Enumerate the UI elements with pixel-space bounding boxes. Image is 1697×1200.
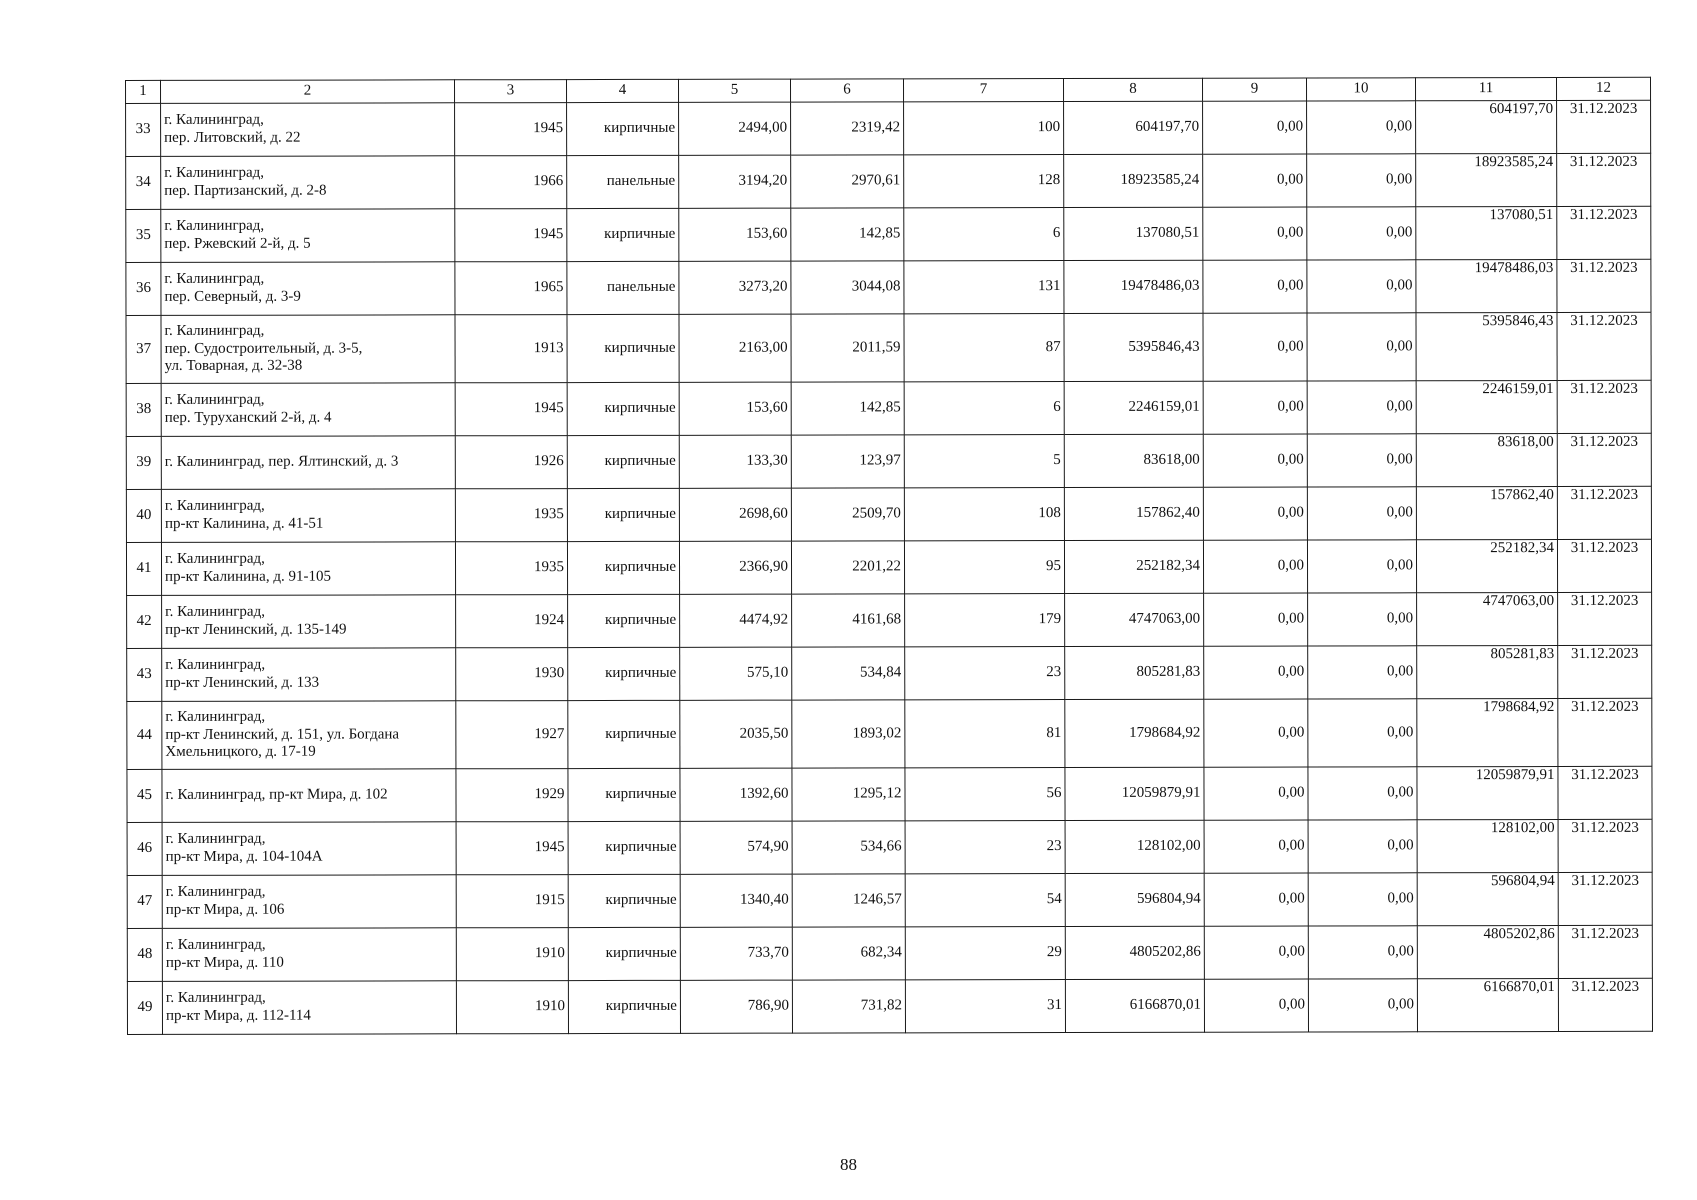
value-cell-col9: 0,00 <box>1204 926 1308 979</box>
value-cell-col11: 5395846,43 <box>1416 313 1557 381</box>
value-cell-col10: 0,00 <box>1308 820 1417 873</box>
value-cell-col7: 131 <box>904 261 1064 314</box>
value-cell-col6: 534,84 <box>792 647 905 700</box>
value-cell-col5: 4474,92 <box>680 594 792 647</box>
value-cell-col9: 0,00 <box>1204 873 1308 926</box>
date-cell: 31.12.2023 <box>1557 259 1651 312</box>
value-cell-col7: 23 <box>905 647 1065 700</box>
table-row <box>127 978 1652 1034</box>
value-cell-col8: 157862,40 <box>1064 487 1203 540</box>
value-cell-col10: 0,00 <box>1307 487 1416 540</box>
value-cell-col5: 733,70 <box>680 927 792 980</box>
value-cell-col6: 2970,61 <box>791 155 904 208</box>
value-cell-col9: 0,00 <box>1204 820 1308 873</box>
date-cell: 31.12.2023 <box>1558 978 1652 1031</box>
year-built-cell: 1910 <box>456 928 568 981</box>
value-cell-col9: 0,00 <box>1204 646 1308 699</box>
table-row <box>126 259 1651 315</box>
value-cell-col5: 2494,00 <box>679 102 791 155</box>
value-cell-col8: 6166870,01 <box>1065 979 1204 1032</box>
date-cell: 31.12.2023 <box>1557 206 1651 259</box>
value-cell-col5: 575,10 <box>680 647 792 700</box>
value-cell-col6: 1246,57 <box>792 874 905 927</box>
wall-material-cell: кирпичные <box>568 594 680 647</box>
wall-material-cell: кирпичные <box>568 768 680 821</box>
row-number-cell: 39 <box>126 436 161 489</box>
address-cell: г. Калининград, пр-кт Мира, д. 110 <box>162 928 456 982</box>
date-cell: 31.12.2023 <box>1558 925 1652 978</box>
date-cell: 31.12.2023 <box>1558 872 1652 925</box>
wall-material-cell: кирпичные <box>568 700 680 768</box>
value-cell-col10: 0,00 <box>1307 313 1416 381</box>
address-cell: г. Калининград, пер. Партизанский, д. 2-8 <box>161 156 455 210</box>
value-cell-col10: 0,00 <box>1307 381 1416 434</box>
table-row <box>127 819 1652 875</box>
value-cell-col7: 54 <box>905 874 1065 927</box>
value-cell-col11: 19478486,03 <box>1416 260 1557 313</box>
value-cell-col5: 574,90 <box>680 821 792 874</box>
table-row <box>126 100 1651 156</box>
address-cell: г. Калининград, пр-кт Калинина, д. 41-51 <box>161 489 455 543</box>
table-row <box>126 206 1651 262</box>
year-built-cell: 1935 <box>455 489 567 542</box>
value-cell-col6: 123,97 <box>791 435 904 488</box>
year-built-cell: 1966 <box>455 156 567 209</box>
value-cell-col7: 95 <box>904 541 1064 594</box>
year-built-cell: 1924 <box>456 595 568 648</box>
value-cell-col8: 252182,34 <box>1064 540 1203 593</box>
wall-material-cell: кирпичные <box>568 874 680 927</box>
value-cell-col9: 0,00 <box>1204 699 1308 767</box>
row-number-cell: 45 <box>127 769 162 822</box>
value-cell-col11: 157862,40 <box>1416 487 1557 540</box>
table-row <box>127 645 1652 701</box>
value-cell-col11: 252182,34 <box>1416 540 1557 593</box>
date-cell: 31.12.2023 <box>1558 698 1652 766</box>
wall-material-cell: кирпичные <box>567 435 679 488</box>
column-number-row <box>126 77 1651 103</box>
wall-material-cell: кирпичные <box>568 821 680 874</box>
column-header: 5 <box>678 79 790 102</box>
column-header: 9 <box>1202 78 1306 101</box>
year-built-cell: 1915 <box>456 875 568 928</box>
table-row <box>127 592 1652 648</box>
year-built-cell: 1945 <box>455 103 567 156</box>
value-cell-col10: 0,00 <box>1308 767 1417 820</box>
table-row <box>126 433 1651 489</box>
table-body <box>126 100 1653 1034</box>
year-built-cell: 1910 <box>456 981 568 1034</box>
value-cell-col8: 5395846,43 <box>1064 313 1203 381</box>
value-cell-col9: 0,00 <box>1203 101 1307 154</box>
value-cell-col11: 1798684,92 <box>1417 699 1558 767</box>
value-cell-col7: 81 <box>905 700 1065 768</box>
row-number-cell: 48 <box>127 928 162 981</box>
value-cell-col7: 100 <box>904 102 1064 155</box>
row-number-cell: 43 <box>127 648 162 701</box>
address-cell: г. Калининград, пер. Ржевский 2-й, д. 5 <box>161 209 455 263</box>
value-cell-col11: 604197,70 <box>1416 101 1557 154</box>
value-cell-col11: 4805202,86 <box>1417 926 1558 979</box>
row-number-cell: 41 <box>126 542 161 595</box>
row-number-cell: 40 <box>126 489 161 542</box>
value-cell-col8: 1798684,92 <box>1065 699 1204 767</box>
year-built-cell: 1927 <box>456 701 568 769</box>
value-cell-col10: 0,00 <box>1308 646 1417 699</box>
value-cell-col7: 179 <box>905 594 1065 647</box>
value-cell-col11: 805281,83 <box>1417 646 1558 699</box>
value-cell-col7: 5 <box>904 435 1064 488</box>
value-cell-col10: 0,00 <box>1308 699 1417 767</box>
row-number-cell: 35 <box>126 209 161 262</box>
value-cell-col5: 133,30 <box>679 435 791 488</box>
row-number-cell: 38 <box>126 383 161 436</box>
value-cell-col9: 0,00 <box>1203 381 1307 434</box>
value-cell-col5: 1340,40 <box>680 874 792 927</box>
value-cell-col5: 3194,20 <box>679 155 791 208</box>
value-cell-col9: 0,00 <box>1203 313 1307 381</box>
value-cell-col7: 56 <box>905 768 1065 821</box>
column-header: 11 <box>1415 78 1556 101</box>
value-cell-col11: 137080,51 <box>1416 207 1557 260</box>
value-cell-col8: 805281,83 <box>1065 646 1204 699</box>
address-cell: г. Калининград, пер. Судостроительный, д. 3-5, ул. Товарная, д. 32-38 <box>161 315 455 384</box>
year-built-cell: 1945 <box>455 209 567 262</box>
wall-material-cell: кирпичные <box>568 647 680 700</box>
date-cell: 31.12.2023 <box>1558 645 1652 698</box>
value-cell-col9: 0,00 <box>1203 207 1307 260</box>
table-row <box>126 312 1651 383</box>
row-number-cell: 36 <box>126 262 161 315</box>
value-cell-col10: 0,00 <box>1307 540 1416 593</box>
value-cell-col8: 19478486,03 <box>1064 260 1203 313</box>
value-cell-col6: 1893,02 <box>792 700 905 768</box>
column-header: 12 <box>1556 77 1650 100</box>
value-cell-col9: 0,00 <box>1203 154 1307 207</box>
value-cell-col8: 12059879,91 <box>1065 767 1204 820</box>
value-cell-col11: 2246159,01 <box>1416 381 1557 434</box>
date-cell: 31.12.2023 <box>1557 433 1651 486</box>
value-cell-col5: 153,60 <box>679 208 791 261</box>
column-header: 3 <box>455 80 567 103</box>
wall-material-cell: кирпичные <box>568 980 680 1033</box>
table-row <box>126 539 1651 595</box>
row-number-cell: 42 <box>127 595 162 648</box>
date-cell: 31.12.2023 <box>1557 539 1651 592</box>
table-row <box>126 380 1651 436</box>
value-cell-col11: 128102,00 <box>1417 820 1558 873</box>
wall-material-cell: кирпичные <box>567 541 679 594</box>
address-cell: г. Калининград, пр-кт Ленинский, д. 135-149 <box>162 595 456 649</box>
value-cell-col7: 87 <box>904 314 1064 382</box>
value-cell-col8: 596804,94 <box>1065 873 1204 926</box>
date-cell: 31.12.2023 <box>1557 100 1651 153</box>
row-number-cell: 47 <box>127 875 162 928</box>
value-cell-col10: 0,00 <box>1308 593 1417 646</box>
value-cell-col6: 3044,08 <box>791 261 904 314</box>
date-cell: 31.12.2023 <box>1558 766 1652 819</box>
value-cell-col9: 0,00 <box>1203 434 1307 487</box>
wall-material-cell: кирпичные <box>567 102 679 155</box>
column-header: 6 <box>790 79 903 102</box>
value-cell-col10: 0,00 <box>1307 260 1416 313</box>
value-cell-col11: 18923585,24 <box>1416 154 1557 207</box>
table-row <box>126 486 1651 542</box>
wall-material-cell: кирпичные <box>567 382 679 435</box>
address-cell: г. Калининград, пр-кт Мира, д. 102 <box>162 769 456 823</box>
value-cell-col6: 2201,22 <box>791 541 904 594</box>
date-cell: 31.12.2023 <box>1557 153 1651 206</box>
value-cell-col9: 0,00 <box>1204 767 1308 820</box>
value-cell-col7: 29 <box>905 927 1065 980</box>
column-header: 4 <box>567 79 679 102</box>
value-cell-col8: 83618,00 <box>1064 434 1203 487</box>
row-number-cell: 49 <box>127 981 162 1034</box>
value-cell-col7: 6 <box>904 208 1064 261</box>
value-cell-col6: 142,85 <box>791 382 904 435</box>
value-cell-col6: 2011,59 <box>791 314 904 382</box>
value-cell-col5: 2366,90 <box>679 541 791 594</box>
column-header: 10 <box>1306 78 1415 101</box>
value-cell-col6: 2319,42 <box>791 102 904 155</box>
value-cell-col7: 23 <box>905 821 1065 874</box>
wall-material-cell: панельные <box>567 261 679 314</box>
date-cell: 31.12.2023 <box>1557 312 1651 380</box>
year-built-cell: 1913 <box>455 315 567 383</box>
year-built-cell: 1935 <box>455 542 567 595</box>
address-cell: г. Калининград, пр-кт Калинина, д. 91-105 <box>161 542 455 596</box>
date-cell: 31.12.2023 <box>1558 819 1652 872</box>
wall-material-cell: кирпичные <box>567 314 679 382</box>
value-cell-col11: 83618,00 <box>1416 434 1557 487</box>
value-cell-col8: 604197,70 <box>1064 101 1203 154</box>
value-cell-col6: 1295,12 <box>792 768 905 821</box>
value-cell-col5: 2698,60 <box>679 488 791 541</box>
value-cell-col8: 18923585,24 <box>1064 154 1203 207</box>
date-cell: 31.12.2023 <box>1558 592 1652 645</box>
column-header: 8 <box>1063 78 1202 101</box>
value-cell-col7: 31 <box>905 980 1065 1033</box>
value-cell-col8: 128102,00 <box>1065 820 1204 873</box>
table-row <box>127 925 1652 981</box>
value-cell-col6: 731,82 <box>792 980 905 1033</box>
value-cell-col10: 0,00 <box>1308 926 1417 979</box>
value-cell-col10: 0,00 <box>1308 979 1417 1032</box>
value-cell-col10: 0,00 <box>1307 154 1416 207</box>
value-cell-col5: 2163,00 <box>679 314 791 382</box>
wall-material-cell: панельные <box>567 155 679 208</box>
value-cell-col8: 4747063,00 <box>1065 593 1204 646</box>
address-cell: г. Калининград, пер. Северный, д. 3-9 <box>161 262 455 316</box>
table-row <box>127 766 1652 822</box>
date-cell: 31.12.2023 <box>1557 486 1651 539</box>
wall-material-cell: кирпичные <box>568 927 680 980</box>
date-cell: 31.12.2023 <box>1557 380 1651 433</box>
value-cell-col8: 137080,51 <box>1064 207 1203 260</box>
row-number-cell: 46 <box>127 822 162 875</box>
value-cell-col7: 108 <box>904 488 1064 541</box>
table-row <box>126 153 1651 209</box>
year-built-cell: 1945 <box>456 822 568 875</box>
value-cell-col5: 1392,60 <box>680 768 792 821</box>
address-cell: г. Калининград, пер. Ялтинский, д. 3 <box>161 436 455 490</box>
address-cell: г. Калининград, пер. Литовский, д. 22 <box>161 103 455 157</box>
year-built-cell: 1965 <box>455 262 567 315</box>
value-cell-col6: 534,66 <box>792 821 905 874</box>
row-number-cell: 44 <box>127 701 162 769</box>
value-cell-col11: 12059879,91 <box>1417 767 1558 820</box>
value-cell-col10: 0,00 <box>1307 207 1416 260</box>
value-cell-col6: 682,34 <box>792 927 905 980</box>
table-row <box>127 698 1652 769</box>
table-row <box>127 872 1652 928</box>
year-built-cell: 1926 <box>455 436 567 489</box>
address-cell: г. Калининград, пр-кт Мира, д. 104-104А <box>162 822 456 876</box>
value-cell-col8: 4805202,86 <box>1065 926 1204 979</box>
value-cell-col9: 0,00 <box>1204 593 1308 646</box>
year-built-cell: 1945 <box>455 383 567 436</box>
year-built-cell: 1930 <box>456 648 568 701</box>
address-cell: г. Калининград, пр-кт Мира, д. 106 <box>162 875 456 929</box>
value-cell-col5: 153,60 <box>679 382 791 435</box>
value-cell-col7: 6 <box>904 382 1064 435</box>
address-cell: г. Калининград, пр-кт Мира, д. 112-114 <box>162 981 456 1035</box>
value-cell-col5: 3273,20 <box>679 261 791 314</box>
year-built-cell: 1929 <box>456 769 568 822</box>
address-cell: г. Калининград, пр-кт Ленинский, д. 151, ул. Богдана Хмельницкого, д. 17-19 <box>162 701 456 770</box>
value-cell-col6: 142,85 <box>791 208 904 261</box>
value-cell-col8: 2246159,01 <box>1064 381 1203 434</box>
housing-registry-table <box>125 77 1653 1035</box>
column-header: 1 <box>126 80 161 103</box>
value-cell-col11: 6166870,01 <box>1417 978 1558 1031</box>
value-cell-col6: 4161,68 <box>792 594 905 647</box>
value-cell-col9: 0,00 <box>1204 979 1308 1032</box>
value-cell-col10: 0,00 <box>1307 434 1416 487</box>
value-cell-col6: 2509,70 <box>791 488 904 541</box>
value-cell-col11: 4747063,00 <box>1417 593 1558 646</box>
value-cell-col5: 786,90 <box>680 980 792 1033</box>
value-cell-col10: 0,00 <box>1308 873 1417 926</box>
row-number-cell: 33 <box>126 103 161 156</box>
page-number: 88 <box>840 1155 857 1174</box>
wall-material-cell: кирпичные <box>567 488 679 541</box>
address-cell: г. Калининград, пр-кт Ленинский, д. 133 <box>162 648 456 702</box>
column-header: 2 <box>161 80 455 104</box>
value-cell-col7: 128 <box>904 155 1064 208</box>
row-number-cell: 34 <box>126 156 161 209</box>
column-header: 7 <box>903 79 1063 102</box>
wall-material-cell: кирпичные <box>567 208 679 261</box>
value-cell-col9: 0,00 <box>1203 260 1307 313</box>
value-cell-col5: 2035,50 <box>680 700 792 768</box>
value-cell-col9: 0,00 <box>1203 487 1307 540</box>
address-cell: г. Калининград, пер. Туруханский 2-й, д. 4 <box>161 383 455 437</box>
row-number-cell: 37 <box>126 315 161 383</box>
value-cell-col11: 596804,94 <box>1417 873 1558 926</box>
value-cell-col10: 0,00 <box>1307 101 1416 154</box>
value-cell-col9: 0,00 <box>1203 540 1307 593</box>
